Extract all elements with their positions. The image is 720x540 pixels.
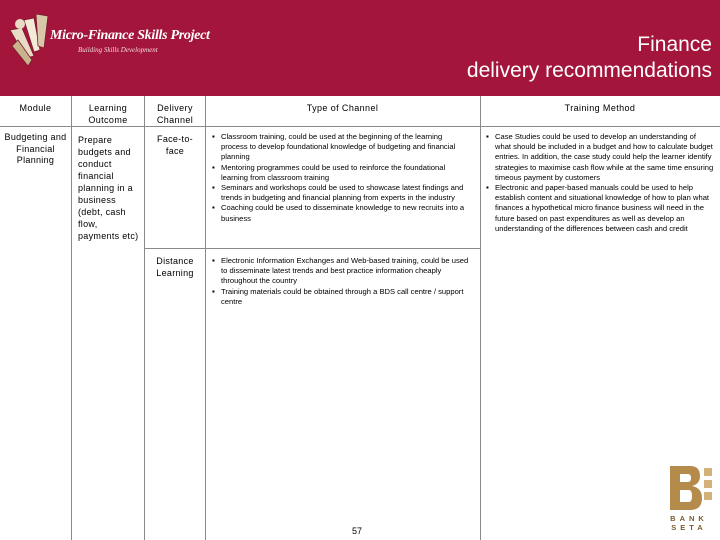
delivery-channel-face-to-face: Face-to-face xyxy=(157,134,193,156)
header-learning-outcome: Learning Outcome xyxy=(88,103,128,125)
list-item: ▪ Seminars and workshops could be used to showcase latest findings and trends in budgeting and financial planning from experts in the industry xyxy=(212,183,470,203)
list-item: ▪ Mentoring programmes could be used to reinforce the foundational learning from classroom training xyxy=(212,163,470,183)
page-title-line-2: delivery recommendations xyxy=(466,59,712,82)
training-methods xyxy=(486,132,714,234)
column-divider xyxy=(71,96,72,540)
channel-types-distance-learning xyxy=(212,256,470,307)
page-title-line-1: Finance xyxy=(637,33,712,56)
column-divider xyxy=(144,96,145,540)
list-item: ▪ Training materials could be obtained through a BDS call centre / support centre xyxy=(212,287,470,307)
learning-outcome-cell: Prepare budgets and conduct financial planning in a business (debt, cash flow, payments etc) xyxy=(78,135,139,241)
list-item: ▪ Coaching could be used to disseminate knowledge to new recruits into a business xyxy=(212,203,470,223)
column-divider xyxy=(205,96,206,540)
header-module: Module xyxy=(19,103,52,113)
delivery-channel-distance-learning: Distance Learning xyxy=(156,256,194,278)
module-cell: Budgeting and Financial Planning xyxy=(4,132,67,165)
logo-text: Micro-Finance Skills Project xyxy=(50,28,210,43)
column-divider xyxy=(480,96,481,540)
header-band xyxy=(0,0,720,96)
header-training-method: Training Method xyxy=(564,103,636,113)
recommendations-table xyxy=(0,96,720,540)
header-type-of-channel: Type of Channel xyxy=(306,103,379,113)
logo-tagline: Building Skills Development xyxy=(78,46,158,54)
page-title xyxy=(467,32,712,84)
page-number: 57 xyxy=(352,526,363,536)
list-item: ▪ Electronic Information Exchanges and Web-based training, could be used to disseminate latest trends and best practice information cheaply throughout the country xyxy=(212,256,470,287)
list-item: ▪ Case Studies could be used to develop an understanding of what should be included in a budget and how to calculate budget entries. In addition, the case study could help the learner identify strategies to maximise cash flow while at the same time ensuring timeous payment by customers xyxy=(486,132,714,183)
header-row-divider xyxy=(0,126,720,127)
header-delivery-channel: Delivery Channel xyxy=(156,103,194,125)
list-item: ▪ Classroom training, could be used at the beginning of the learning process to develop foundational knowledge of budgeting and financial planning xyxy=(212,132,470,163)
bank-seta-logo-text: BANK SETA xyxy=(670,514,708,532)
row-divider xyxy=(144,248,480,249)
channel-types-face-to-face xyxy=(212,132,470,224)
list-item: ▪ Electronic and paper-based manuals could be used to help establish content and situational knowledge of how to plan what finances a hypothetical micro finance business will need in the future based on past expenditures as well as develop an understanding of the differences between cash and credit xyxy=(486,183,714,234)
